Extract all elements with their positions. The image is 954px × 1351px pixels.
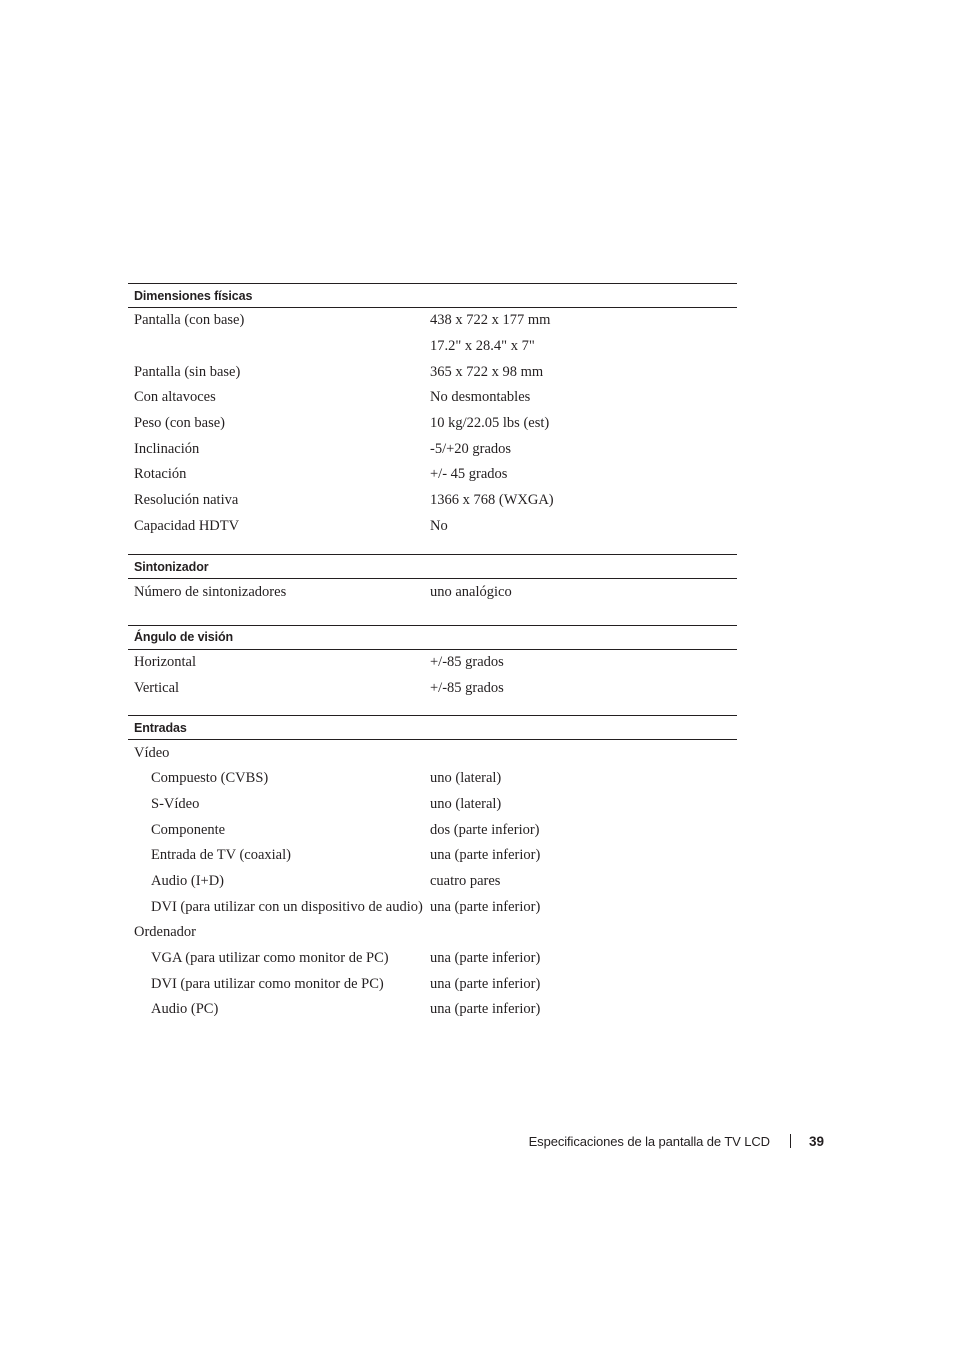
spec-label: DVI (para utilizar como monitor de PC): [151, 975, 384, 992]
spec-value: una (parte inferior): [430, 950, 541, 967]
spec-label: Peso (con base): [134, 415, 226, 432]
spec-value: 17.2" x 28.4" x 7": [430, 338, 535, 355]
spec-value: 438 x 722 x 177 mm: [430, 312, 551, 329]
spec-row: [128, 740, 737, 766]
section-spacer: [128, 701, 737, 715]
spec-row: [128, 817, 737, 843]
spec-row: [128, 308, 737, 334]
spec-group-label: Vídeo: [134, 744, 170, 761]
section-title: Entradas: [128, 715, 737, 740]
spec-label: Rotación: [134, 466, 187, 483]
spec-value: +/-85 grados: [430, 654, 504, 671]
spec-row: [128, 411, 737, 437]
spec-value: una (parte inferior): [430, 975, 541, 992]
spec-label: Vertical: [134, 679, 180, 696]
spec-label: DVI (para utilizar con un dispositivo de audio): [151, 898, 423, 915]
page-footer: [529, 1131, 824, 1151]
spec-row: [128, 359, 737, 385]
spec-row: [128, 436, 737, 462]
spec-group-label: Ordenador: [134, 924, 197, 941]
spec-label: Inclinación: [134, 440, 200, 457]
section-title: Dimensiones físicas: [128, 283, 737, 308]
spec-value: 1366 x 768 (WXGA): [430, 492, 554, 509]
section-sintonizador: [128, 554, 737, 605]
spec-label: Componente: [151, 821, 226, 838]
spec-row: [128, 869, 737, 895]
section-spacer: [128, 605, 737, 625]
spec-value: -5/+20 grados: [430, 440, 512, 457]
spec-label: Resolución nativa: [134, 492, 239, 509]
spec-label: Pantalla (sin base): [134, 363, 241, 380]
spec-label: S-Vídeo: [151, 795, 200, 812]
section-title: Sintonizador: [128, 554, 737, 579]
spec-value: una (parte inferior): [430, 898, 541, 915]
spec-row: [128, 766, 737, 792]
page-number: 39: [808, 1133, 824, 1149]
footer-divider: [790, 1134, 791, 1148]
spec-value: una (parte inferior): [430, 847, 541, 864]
spec-row: [128, 462, 737, 488]
spec-label: Con altavoces: [134, 389, 216, 406]
spec-value: uno analógico: [430, 583, 512, 600]
spec-row: [128, 514, 737, 540]
spec-value: una (parte inferior): [430, 1001, 541, 1018]
spec-label: Horizontal: [134, 654, 197, 671]
spec-value: uno (lateral): [430, 770, 502, 787]
spec-value: +/- 45 grados: [430, 466, 508, 483]
spec-value: 365 x 722 x 98 mm: [430, 363, 544, 380]
spec-value: uno (lateral): [430, 795, 502, 812]
spec-value: cuatro pares: [430, 873, 501, 890]
spec-table: [128, 283, 737, 1023]
spec-value: No desmontables: [430, 389, 531, 406]
spec-row: [128, 334, 737, 360]
spec-label: Audio (PC): [151, 1001, 219, 1018]
spec-row: [128, 971, 737, 997]
section-angulo-de-vision: [128, 625, 737, 701]
spec-value: dos (parte inferior): [430, 821, 540, 838]
spec-row: [128, 843, 737, 869]
spec-label: Entrada de TV (coaxial): [151, 847, 291, 864]
spec-row: [128, 946, 737, 972]
spec-row: [128, 997, 737, 1023]
spec-row: [128, 579, 737, 605]
spec-value: No: [430, 517, 448, 534]
section-title: Ángulo de visión: [128, 625, 737, 650]
spec-label: Pantalla (con base): [134, 312, 245, 329]
spec-row: [128, 792, 737, 818]
section-entradas: [128, 715, 737, 1023]
spec-label: Audio (I+D): [151, 873, 225, 890]
spec-label: Capacidad HDTV: [134, 517, 240, 534]
spec-row: [128, 385, 737, 411]
section-spacer: [128, 539, 737, 554]
spec-row: [128, 676, 737, 702]
spec-label: VGA (para utilizar como monitor de PC): [151, 950, 389, 967]
spec-row: [128, 488, 737, 514]
spec-value: 10 kg/22.05 lbs (est): [430, 415, 550, 432]
spec-label: Número de sintonizadores: [134, 583, 287, 600]
spec-row: [128, 650, 737, 676]
spec-value: +/-85 grados: [430, 679, 504, 696]
spec-row: [128, 920, 737, 946]
section-dimensiones-fisicas: [128, 283, 737, 539]
spec-row: [128, 894, 737, 920]
spec-label: Compuesto (CVBS): [151, 770, 269, 787]
footer-title: Especificaciones de la pantalla de TV LCD: [528, 1133, 770, 1149]
